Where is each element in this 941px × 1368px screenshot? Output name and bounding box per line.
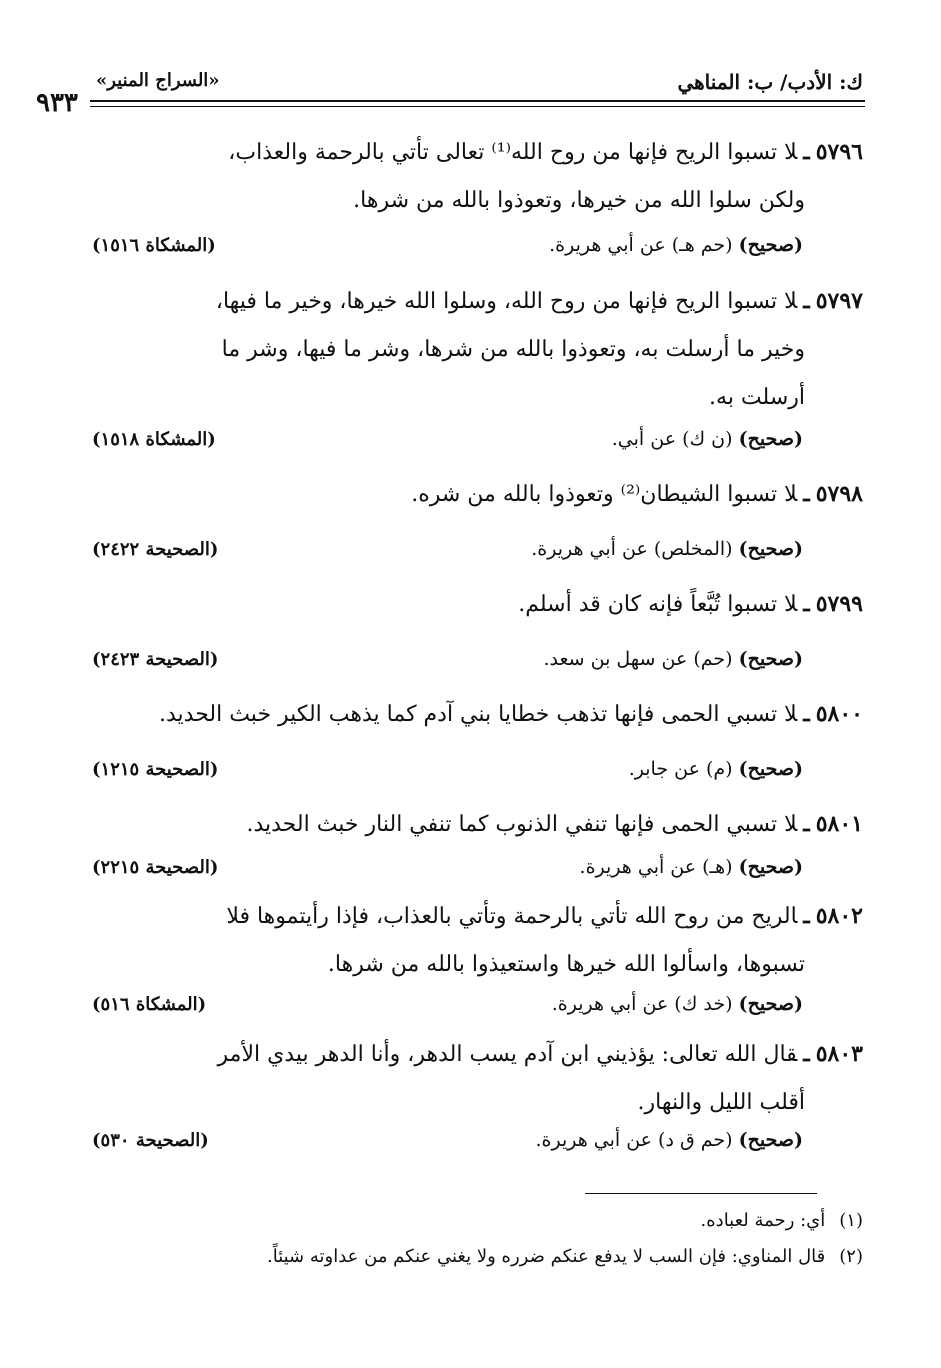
page-number: ٩٣٣ [36, 88, 78, 118]
hadith-text: ٥٧٩٧ـلا تسبوا الريح فإنها من روح الله، وسلوا الله خيرها، وخير ما فيها، وخير ما أرسلت به، وتعوذوا بالله من شرها، وشر ما فيها، وشر ما أرسلت به. [216, 277, 863, 422]
hadith-grade: (صحيح) [738, 993, 803, 1015]
hadith-narrator: (هـ) عن أبي هريرة. [579, 856, 733, 878]
hadith-source [535, 1129, 803, 1151]
hadith-source [543, 648, 803, 670]
hadith-grade: (صحيح) [738, 428, 803, 450]
hadith-grade: (صحيح) [738, 856, 803, 878]
hadith-narrator: (حم ق د) عن أبي هريرة. [535, 1129, 733, 1151]
header-rule [90, 100, 865, 102]
header-rule-thin [90, 106, 865, 107]
hadith-source [580, 856, 803, 878]
hadith-line: لا تسبوا تُبَّعاً فإنه كان قد أسلم. [518, 592, 798, 617]
footnote-text: أي: رحمة لعباده. [700, 1210, 826, 1231]
hadith-line: لا تسبي الحمى فإنها تذهب خطايا بني آدم كما يذهب الكير خبث الحديد. [158, 702, 798, 727]
book-title: «السراج المنير» [96, 70, 220, 91]
hadith-narrator: (م) عن جابر. [628, 758, 733, 780]
hadith-number: ٥٨٠٠ [815, 701, 863, 727]
chapter-header: ك: الأدب/ ب: المناهي [677, 70, 863, 94]
hadith-narrator: (ن ك) عن أبي. [611, 428, 733, 450]
hadith-source [531, 538, 803, 560]
footnote [701, 1210, 863, 1231]
hadith-reference: (الصحيحة ٥٣٠) [92, 1130, 209, 1151]
hadith-text: ٥٨٠٢ـالريح من روح الله تأتي بالرحمة وتأتي بالعذاب، فإذا رأيتموها فلا تسبوها، واسألوا الله خيرها واستعيذوا بالله من شرها. [226, 892, 863, 989]
hadith-reference: (الصحيحة ١٢١٥) [92, 759, 219, 780]
hadith-number: ٥٧٩٩ [815, 591, 863, 617]
hadith-line: ولكن سلوا الله من خيرها، وتعوذوا بالله من شرها. [353, 188, 805, 213]
hadith-number: ٥٨٠٢ [815, 903, 863, 929]
hadith-text: ٥٧٩٩ـلا تسبوا تُبَّعاً فإنه كان قد أسلم. [518, 591, 863, 617]
hadith-reference: (المشكاة ١٥١٨) [92, 429, 216, 450]
footnote-rule [585, 1193, 817, 1194]
hadith-number: ٥٧٩٨ [815, 481, 863, 507]
footnote-text: قال المناوي: فإن السب لا يدفع عنكم ضرره ولا يغني عنكم من عداوته شيئاً. [266, 1246, 826, 1267]
hadith-text: ٥٧٩٦ـلا تسبوا الريح فإنها من روح الله⁽¹⁾ تعالى تأتي بالرحمة والعذاب، ولكن سلوا الله من خيرها، وتعوذوا بالله من شرها. [228, 128, 863, 225]
hadith-line: قال الله تعالى: يؤذيني ابن آدم يسب الدهر، وأنا الدهر بيدي الأمر [217, 1042, 798, 1067]
hadith-number: ٥٧٩٦ [815, 139, 863, 165]
hadith-text: ٥٨٠١ـلا تسبي الحمى فإنها تنفي الذنوب كما تنفي النار خبث الحديد. [246, 811, 863, 837]
hadith-narrator: (حم) عن سهل بن سعد. [543, 648, 733, 670]
hadith-line: الريح من روح الله تأتي بالرحمة وتأتي بالعذاب، فإذا رأيتموها فلا [226, 904, 798, 929]
hadith-line: لا تسبوا الريح فإنها من روح الله، وسلوا الله خيرها، وخير ما فيها، [215, 289, 798, 314]
hadith-narrator: (المخلص) عن أبي هريرة. [531, 538, 733, 560]
hadith-number: ٥٧٩٧ [815, 288, 863, 314]
hadith-line: لا تسبي الحمى فإنها تنفي الذنوب كما تنفي النار خبث الحديد. [246, 812, 798, 837]
hadith-reference: (المشكاة ٥١٦) [92, 994, 207, 1015]
hadith-grade: (صحيح) [738, 758, 803, 780]
footnote-number: (٢) [839, 1246, 863, 1267]
hadith-number: ٥٨٠١ [815, 811, 863, 837]
hadith-grade: (صحيح) [738, 648, 803, 670]
hadith-line: أرسلت به. [709, 385, 805, 410]
hadith-source [552, 993, 803, 1015]
hadith-line: أقلب الليل والنهار. [637, 1090, 805, 1115]
hadith-grade: (صحيح) [738, 234, 803, 256]
hadith-reference: (الصحيحة ٢٤٢٣) [92, 649, 219, 670]
hadith-line: لا تسبوا الشيطان⁽²⁾ وتعوذوا بالله من شره. [411, 482, 798, 507]
footnote [267, 1246, 863, 1267]
hadith-reference: (الصحيحة ٢٢١٥) [92, 857, 219, 878]
hadith-reference: (الصحيحة ٢٤٢٢) [92, 539, 219, 560]
hadith-source [549, 234, 803, 256]
hadith-source [629, 758, 803, 780]
hadith-number: ٥٨٠٣ [815, 1041, 863, 1067]
hadith-text: ٥٨٠٣ـقال الله تعالى: يؤذيني ابن آدم يسب الدهر، وأنا الدهر بيدي الأمر أقلب الليل والنهار. [218, 1030, 863, 1127]
footnote-number: (١) [839, 1210, 863, 1231]
hadith-narrator: (حم هـ) عن أبي هريرة. [549, 234, 733, 256]
hadith-line: تسبوها، واسألوا الله خيرها واستعيذوا بالله من شرها. [327, 952, 805, 977]
hadith-narrator: (خد ك) عن أبي هريرة. [551, 993, 733, 1015]
hadith-source [612, 428, 803, 450]
hadith-reference: (المشكاة ١٥١٦) [92, 235, 216, 256]
hadith-line: وخير ما أرسلت به، وتعوذوا بالله من شرها، وشر ما فيها، وشر ما [221, 337, 805, 362]
hadith-text: ٥٨٠٠ـلا تسبي الحمى فإنها تذهب خطايا بني آدم كما يذهب الكير خبث الحديد. [158, 701, 863, 727]
hadith-grade: (صحيح) [738, 1129, 803, 1151]
hadith-grade: (صحيح) [738, 538, 803, 560]
hadith-line: لا تسبوا الريح فإنها من روح الله⁽¹⁾ تعالى تأتي بالرحمة والعذاب، [228, 140, 798, 165]
hadith-text: ٥٧٩٨ـلا تسبوا الشيطان⁽²⁾ وتعوذوا بالله من شره. [411, 481, 863, 507]
